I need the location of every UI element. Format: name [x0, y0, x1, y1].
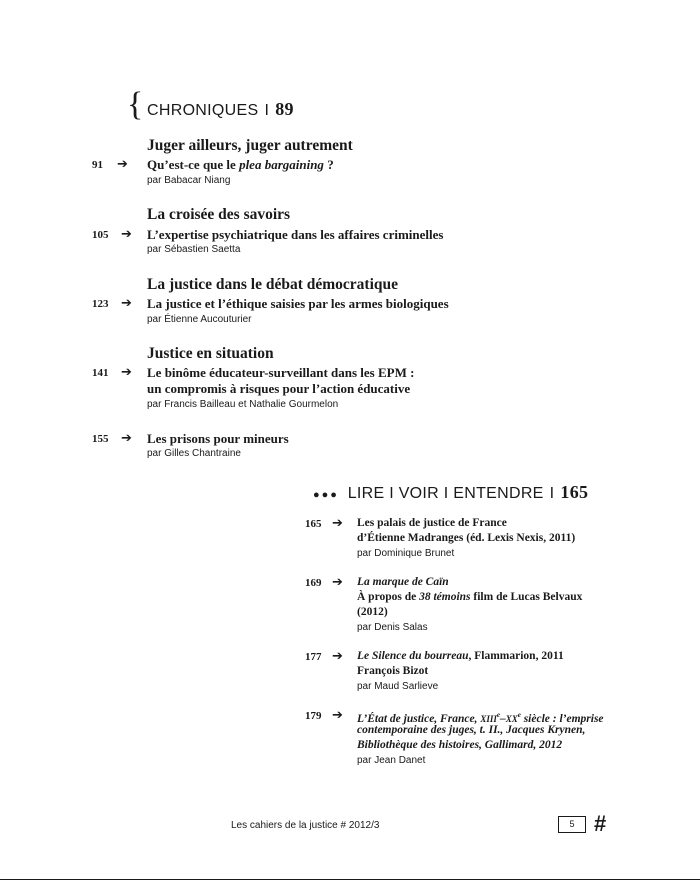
- entry-author: par Francis Bailleau et Nathalie Gourmelon: [147, 399, 339, 410]
- group-heading: Juger ailleurs, juger autrement: [147, 137, 353, 154]
- review-author: par Dominique Brunet: [357, 548, 455, 559]
- entry-title-line2: un compromis à risques pour l’action éducative: [147, 381, 411, 396]
- arrow-icon: ➔: [121, 296, 132, 311]
- section-page-number: 165: [560, 482, 589, 502]
- review-title-line3-italic: Bibliothèque des histoires, Gallimard, 2012: [357, 739, 563, 751]
- entry-page-number: 141: [92, 367, 109, 379]
- footer-journal: Les cahiers de la justice # 2012/3: [231, 820, 380, 831]
- review-title-line2: [357, 723, 585, 738]
- entry-page-number: 155: [92, 433, 109, 445]
- entry-page-number: 105: [92, 229, 109, 241]
- review-title-text-end: siècle : l’emprise: [520, 712, 604, 725]
- entry-author: par Gilles Chantraine: [147, 448, 241, 459]
- group-heading: La croisée des savoirs: [147, 206, 291, 223]
- entry-title: Le binôme éducateur-surveillant dans les EPM :: [147, 365, 415, 380]
- arrow-icon: ➔: [332, 575, 343, 590]
- entry-page-number: 91: [92, 159, 103, 171]
- arrow-icon: ➔: [121, 227, 132, 242]
- review-text-italic: 38 témoins: [419, 591, 471, 603]
- review-title-line2: d’Étienne Madranges (éd. Lexis Nexis, 2011): [357, 532, 576, 544]
- review-author: par Jean Danet: [357, 755, 426, 766]
- review-page-number: 177: [305, 651, 322, 663]
- review-title: [357, 649, 564, 664]
- arrow-icon: ➔: [332, 516, 343, 531]
- review-page-number: 169: [305, 577, 322, 589]
- century-sup-2: e: [517, 711, 521, 719]
- review-page-number: 165: [305, 518, 322, 530]
- entry-author: par Étienne Aucouturier: [147, 314, 252, 325]
- brace-icon: {: [127, 86, 144, 123]
- review-title: Les palais de justice de France: [357, 517, 507, 529]
- review-author: par Denis Salas: [357, 622, 428, 633]
- dots-icon: ●●●: [313, 489, 339, 501]
- review-title-line3: (2012): [357, 606, 388, 618]
- entry-author: par Sébastien Saetta: [147, 244, 241, 255]
- century-roman-2: XX: [505, 713, 518, 724]
- century-roman: XIII: [480, 713, 497, 724]
- entry-page-number: 123: [92, 298, 109, 310]
- section-title-lire: [313, 482, 588, 503]
- review-title-text: L’État de justice, France,: [357, 712, 481, 725]
- review-title-line2: [357, 590, 582, 605]
- section-title-label: LIRE I VOIR I ENTENDRE: [347, 485, 544, 502]
- entry-title: [147, 157, 334, 173]
- century-sup: e: [496, 711, 500, 719]
- arrow-icon: ➔: [332, 649, 343, 664]
- review-title: [357, 575, 449, 590]
- footer-rule: [0, 879, 700, 880]
- review-title-text: , Flammarion, 2011: [468, 650, 564, 662]
- section-title-chroniques: [147, 99, 294, 120]
- arrow-icon: ➔: [117, 157, 128, 172]
- group-heading: La justice dans le débat démocratique: [147, 276, 399, 293]
- arrow-icon: ➔: [121, 365, 132, 380]
- entry-title: La justice et l’éthique saisies par les armes biologiques: [147, 296, 449, 311]
- arrow-icon: ➔: [332, 708, 343, 723]
- arrow-icon: ➔: [121, 431, 132, 446]
- group-heading: Justice en situation: [147, 345, 274, 362]
- entry-title-italic: plea bargaining: [239, 157, 324, 172]
- entry-title: L’expertise psychiatrique dans les affaires criminelles: [147, 227, 444, 242]
- hash-icon: #: [594, 811, 607, 836]
- section-title-label: CHRONIQUES: [147, 102, 259, 119]
- section-separator: I: [264, 102, 270, 119]
- century-dash: –: [499, 712, 506, 725]
- review-title-line2: François Bizot: [357, 665, 429, 677]
- entry-title-text-end: ?: [323, 157, 334, 172]
- footer-page-number: 5: [558, 816, 586, 833]
- entry-author: par Babacar Niang: [147, 175, 231, 186]
- review-page-number: 179: [305, 710, 322, 722]
- section-separator: I: [549, 485, 555, 502]
- review-title-italic: La marque de Caïn: [357, 576, 449, 588]
- review-title-line2-italic: contemporaine des juges, t. II., Jacques Krynen,: [357, 724, 586, 736]
- review-title-line3: [357, 738, 562, 753]
- review-title-italic: Le Silence du bourreau: [357, 650, 469, 662]
- review-text: À propos de: [357, 591, 420, 603]
- entry-title: Les prisons pour mineurs: [147, 431, 289, 446]
- review-author: par Maud Sarlieve: [357, 681, 439, 692]
- review-text-end: film de Lucas Belvaux: [470, 591, 583, 603]
- section-page-number: 89: [275, 99, 294, 119]
- entry-title-text: Qu’est-ce que le: [147, 157, 240, 172]
